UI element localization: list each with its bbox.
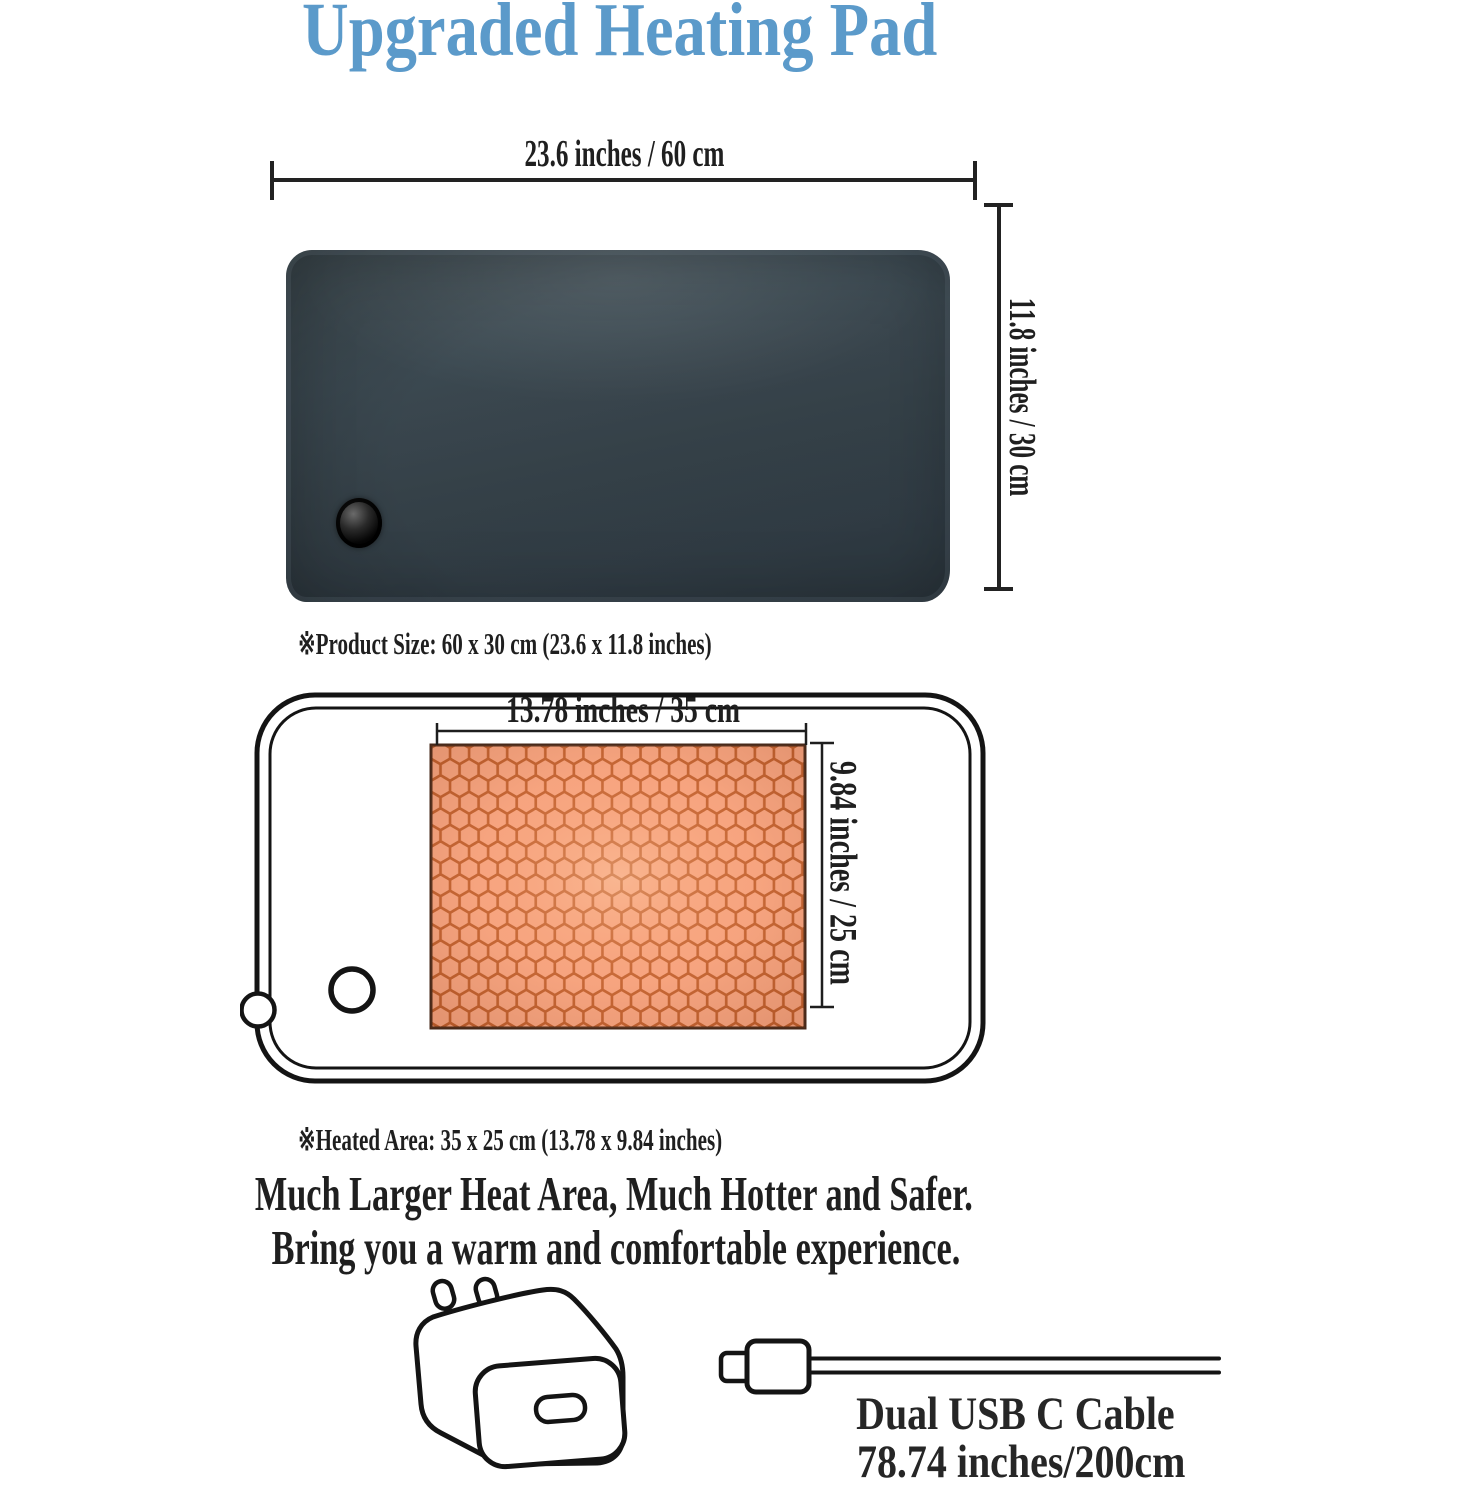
- heated-width-label: 13.78 inches / 35 cm: [506, 690, 741, 731]
- pad-width-dimension-label: 23.6 inches / 60 cm: [524, 133, 725, 175]
- cable-label-line2: 78.74 inches/200cm: [856, 1436, 1186, 1488]
- heated-area-diagram: [240, 685, 1070, 1095]
- dimension-tick-right: [973, 161, 977, 200]
- usb-c-port: [535, 1394, 586, 1423]
- heated-area-note: ※Heated Area: 35 x 25 cm (13.78 x 9.84 inches): [298, 1122, 723, 1157]
- cable-label-line1: Dual USB C Cable: [856, 1388, 1175, 1440]
- controller-hole: [331, 969, 373, 1011]
- heating-pad-photo: [286, 250, 950, 602]
- pad-width-dimension-line: [272, 178, 977, 182]
- dimension-tick-top: [984, 203, 1013, 207]
- product-size-note: ※Product Size: 60 x 30 cm (23.6 x 11.8 inches): [298, 626, 712, 661]
- dimension-tick-left: [270, 161, 274, 200]
- tagline-line2: Bring you a warm and comfortable experience.: [271, 1220, 961, 1275]
- dimension-tick-bottom: [984, 587, 1013, 591]
- pad-height-dimension-label: 11.8 inches / 30 cm: [1001, 297, 1043, 497]
- page-title-text: Upgraded Heating Pad: [302, 0, 938, 72]
- cable-notch: [242, 994, 275, 1027]
- tagline-line1: Much Larger Heat Area, Much Hotter and Safer.: [254, 1166, 973, 1221]
- page-title: [0, 0, 1240, 72]
- heated-height-label: 9.84 inches / 25 cm: [821, 761, 865, 1072]
- charger-prong-left: [430, 1279, 456, 1311]
- pad-power-button: [336, 498, 382, 548]
- usb-c-connector-body: [747, 1341, 809, 1392]
- heated-area-glow: [431, 745, 805, 1028]
